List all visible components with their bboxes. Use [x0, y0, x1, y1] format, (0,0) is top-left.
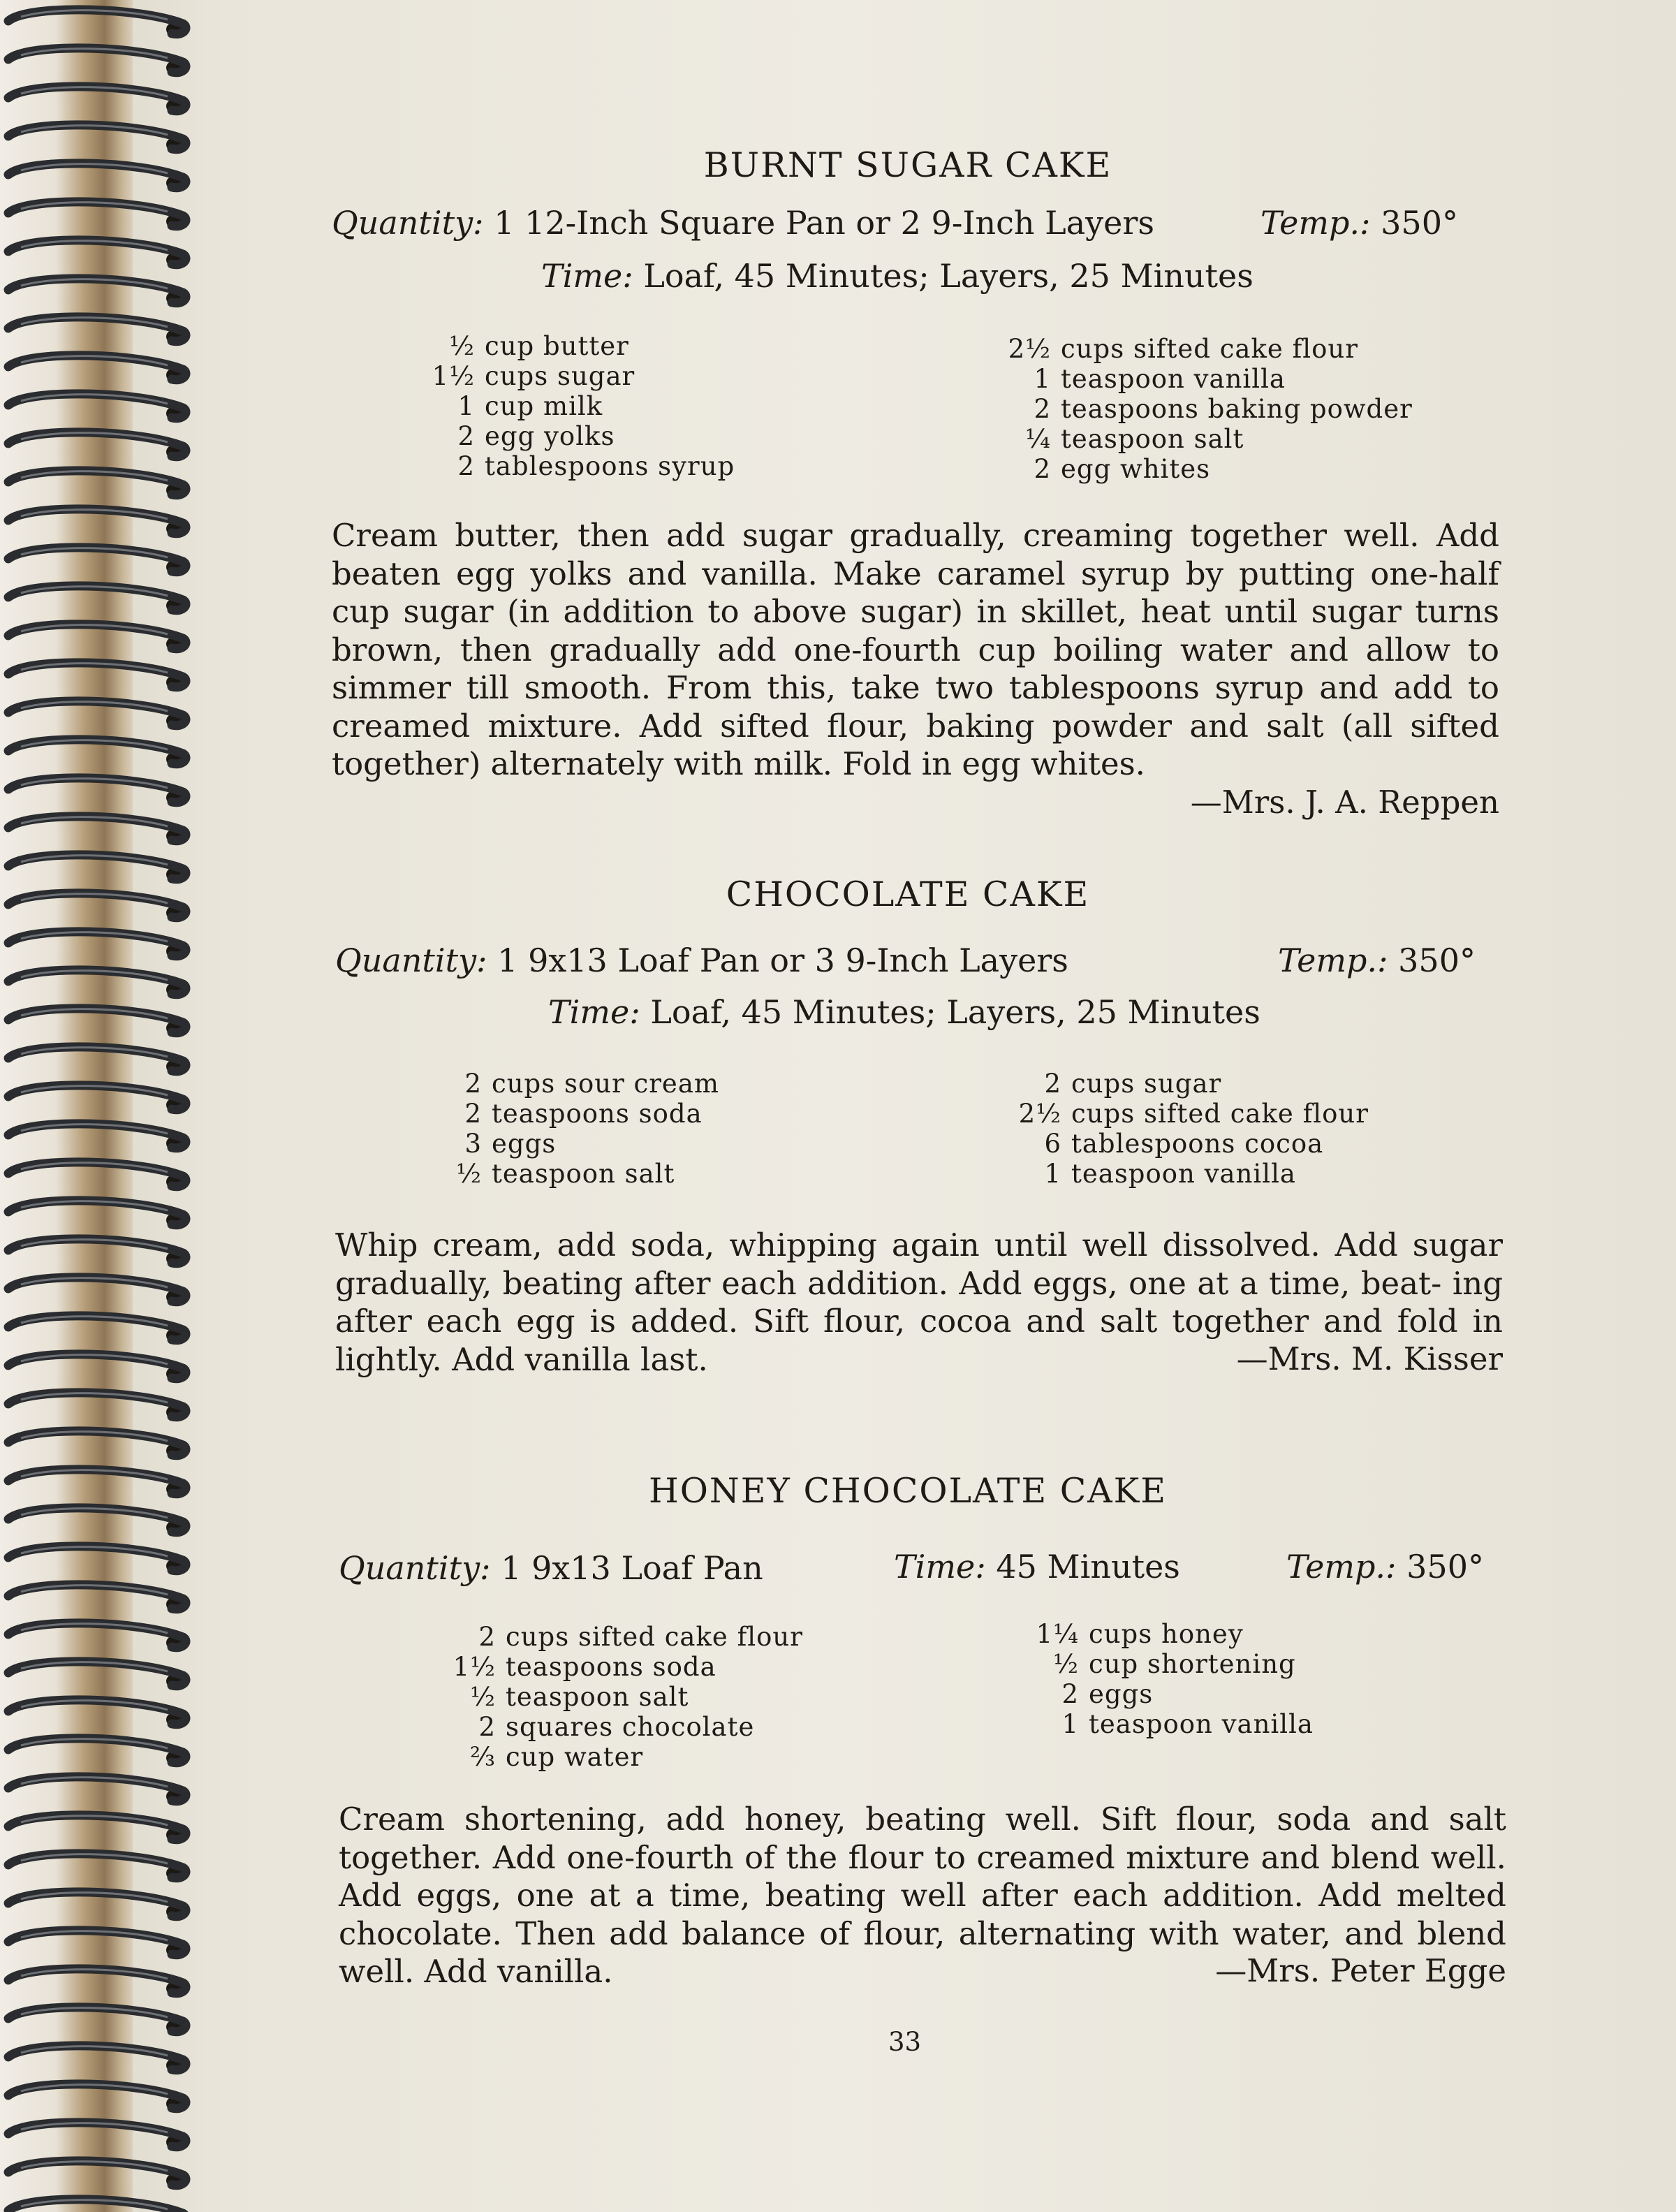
- ingredient-row: [419, 391, 735, 421]
- quantity-line: [339, 1549, 763, 1587]
- ingredient-row: [433, 1652, 803, 1682]
- time-line: [894, 1548, 1180, 1585]
- ingredient-qty: 2½: [1018, 1099, 1061, 1129]
- ingredient-item: tablespoons cocoa: [1071, 1129, 1324, 1159]
- directions: Cream butter, then add sugar gradually, creaming together well. Add beaten egg yolks and vanilla. Make caramel syrup by putting one-half cup sugar (in addition to above sugar) in skillet, heat until sugar turns brown, then gradually add one-fourth cup boiling water and allow to simmer till smooth. From this, take two tablespoons syrup and add to creamed mixture. Add sifted flour, baking powder and salt (all sifted together) alternately with milk. Fold in egg whites.: [332, 517, 1499, 782]
- page-number: 33: [888, 2027, 922, 2057]
- quantity-line: [332, 204, 1154, 242]
- ingredient-item: teaspoon vanilla: [1061, 364, 1286, 394]
- temp-line: [1286, 1548, 1484, 1585]
- recipe-title: BURNT SUGAR CAKE: [703, 145, 1112, 185]
- ingredient-item: cups sugar: [485, 361, 635, 391]
- author: —Mrs. Peter Egge: [1215, 1952, 1506, 1989]
- ingredient-item: cups sour cream: [492, 1069, 719, 1099]
- ingredient-row: [433, 1159, 719, 1189]
- quantity-label: Quantity:: [332, 204, 484, 242]
- time-line: [548, 993, 1260, 1031]
- ingredient-qty: 2½: [1008, 334, 1051, 364]
- spiral-binding: [0, 0, 210, 2212]
- ingredient-row: [433, 1099, 719, 1129]
- quantity-label: Quantity:: [339, 1549, 491, 1587]
- ingredient-item: cups sifted cake flour: [1071, 1099, 1369, 1129]
- time-label: Time:: [541, 257, 633, 295]
- ingredient-qty: 1: [1044, 1159, 1061, 1189]
- ingredient-qty: 1: [1034, 364, 1051, 394]
- temp-value: 350°: [1381, 204, 1458, 242]
- ingredient-row: [992, 1099, 1369, 1129]
- ingredient-row: [419, 421, 735, 451]
- ingredient-row: [433, 1712, 803, 1742]
- ingredients-left: [433, 1069, 719, 1189]
- ingredient-row: [419, 331, 735, 361]
- ingredient-row: [1013, 1679, 1314, 1709]
- recipe-title: CHOCOLATE CAKE: [726, 874, 1090, 914]
- ingredient-qty: 1¼: [1036, 1619, 1079, 1649]
- ingredient-item: egg whites: [1061, 454, 1211, 484]
- ingredient-qty: 2: [478, 1622, 496, 1652]
- ingredients-left: [433, 1622, 803, 1772]
- ingredient-qty: 2: [478, 1712, 496, 1742]
- ingredient-row: [981, 394, 1413, 424]
- ingredient-item: cup shortening: [1089, 1649, 1296, 1679]
- ingredients-right: [981, 334, 1413, 484]
- ingredient-qty: 2: [1034, 394, 1051, 424]
- time-value: 45 Minutes: [996, 1548, 1180, 1585]
- ingredient-qty: 6: [1044, 1129, 1061, 1159]
- ingredient-qty: ½: [470, 1682, 496, 1712]
- ingredients-right: [992, 1069, 1369, 1189]
- ingredient-row: [992, 1129, 1369, 1159]
- ingredient-row: [433, 1129, 719, 1159]
- ingredient-qty: 2: [1044, 1069, 1061, 1099]
- ingredient-item: eggs: [1089, 1679, 1154, 1709]
- ingredient-row: [992, 1159, 1369, 1189]
- ingredient-qty: ⅔: [470, 1742, 496, 1772]
- ingredient-item: cups honey: [1089, 1619, 1244, 1649]
- ingredient-row: [981, 364, 1413, 394]
- quantity-label: Quantity:: [335, 942, 487, 979]
- temp-label: Temp.:: [1260, 204, 1371, 242]
- quantity-value: 1 12-Inch Square Pan or 2 9-Inch Layers: [494, 204, 1154, 242]
- ingredient-item: teaspoon salt: [1061, 424, 1244, 454]
- time-line: [541, 257, 1254, 295]
- ingredient-row: [419, 451, 735, 481]
- directions: Cream shortening, add honey, beating well. Sift flour, soda and salt together. Add one-fourth of the flour to creamed mixture and blend well. Add eggs, one at a time, beating well after each addition. Add melted chocolate. Then add balance of flour, alternating with water, and blend well. Add vanilla.: [339, 1801, 1506, 1990]
- ingredient-qty: 1: [457, 391, 475, 421]
- ingredient-item: teaspoons baking powder: [1061, 394, 1413, 424]
- ingredient-qty: 3: [464, 1129, 482, 1159]
- ingredient-row: [981, 334, 1413, 364]
- ingredient-item: eggs: [492, 1129, 557, 1159]
- ingredient-item: cups sifted cake flour: [1061, 334, 1358, 364]
- directions: Whip cream, add soda, whipping again until well dissolved. Add sugar gradually, beating after each addition. Add eggs, one at a time, beat- ing after each egg is added. Sift flour, cocoa and salt together and fold in lightly. Add vanilla last.: [335, 1226, 1503, 1378]
- ingredient-item: cups sifted cake flour: [506, 1622, 803, 1652]
- recipe-title: HONEY CHOCOLATE CAKE: [648, 1471, 1168, 1511]
- ingredients-left: [419, 331, 735, 481]
- ingredient-row: [1013, 1709, 1314, 1739]
- ingredient-item: tablespoons syrup: [485, 451, 735, 481]
- ingredient-row: [433, 1742, 803, 1772]
- ingredients-right: [1013, 1619, 1314, 1739]
- ingredient-qty: 2: [464, 1099, 482, 1129]
- time-value: Loaf, 45 Minutes; Layers, 25 Minutes: [643, 257, 1254, 295]
- ingredient-row: [419, 361, 735, 391]
- time-label: Time:: [548, 993, 640, 1031]
- author: —Mrs. J. A. Reppen: [1190, 784, 1499, 821]
- quantity-value: 1 9x13 Loaf Pan or 3 9-Inch Layers: [497, 942, 1068, 979]
- ingredient-item: teaspoon salt: [506, 1682, 689, 1712]
- ingredient-qty: ½: [1053, 1649, 1079, 1679]
- ingredient-qty: ½: [456, 1159, 482, 1189]
- ingredient-row: [981, 424, 1413, 454]
- binding-coil: [8, 2199, 186, 2212]
- ingredient-item: egg yolks: [485, 421, 615, 451]
- ingredient-row: [1013, 1619, 1314, 1649]
- quantity-value: 1 9x13 Loaf Pan: [501, 1549, 763, 1587]
- ingredient-item: teaspoon salt: [492, 1159, 675, 1189]
- ingredient-qty: 1½: [453, 1652, 496, 1682]
- temp-label: Temp.:: [1286, 1548, 1397, 1585]
- ingredient-qty: 2: [1034, 454, 1051, 484]
- ingredient-qty: 2: [457, 451, 475, 481]
- ingredient-item: teaspoon vanilla: [1089, 1709, 1314, 1739]
- ingredient-qty: 2: [464, 1069, 482, 1099]
- ingredient-item: cup milk: [485, 391, 603, 421]
- ingredient-row: [992, 1069, 1369, 1099]
- ingredient-qty: 1½: [432, 361, 475, 391]
- ingredient-qty: 2: [1061, 1679, 1079, 1709]
- ingredient-item: cups sugar: [1071, 1069, 1222, 1099]
- ingredient-qty: 2: [457, 421, 475, 451]
- ingredient-row: [1013, 1649, 1314, 1679]
- ingredient-item: cup butter: [485, 331, 629, 361]
- ingredient-row: [981, 454, 1413, 484]
- ingredient-item: cup water: [506, 1742, 644, 1772]
- ingredient-row: [433, 1682, 803, 1712]
- temp-line: [1260, 204, 1458, 242]
- ingredient-item: teaspoons soda: [492, 1099, 703, 1129]
- ingredient-item: teaspoon vanilla: [1071, 1159, 1296, 1189]
- ingredient-qty: ¼: [1025, 424, 1051, 454]
- ingredient-qty: ½: [449, 331, 475, 361]
- temp-value: 350°: [1398, 942, 1476, 979]
- ingredient-item: teaspoons soda: [506, 1652, 716, 1682]
- ingredient-row: [433, 1069, 719, 1099]
- ingredient-qty: 1: [1061, 1709, 1079, 1739]
- time-label: Time:: [894, 1548, 986, 1585]
- quantity-line: [335, 942, 1068, 979]
- time-value: Loaf, 45 Minutes; Layers, 25 Minutes: [650, 993, 1260, 1031]
- temp-value: 350°: [1406, 1548, 1484, 1585]
- author: —Mrs. M. Kisser: [1236, 1340, 1503, 1377]
- temp-label: Temp.:: [1278, 942, 1388, 979]
- ingredient-row: [433, 1622, 803, 1652]
- ingredient-item: squares chocolate: [506, 1712, 755, 1742]
- temp-line: [1278, 942, 1476, 979]
